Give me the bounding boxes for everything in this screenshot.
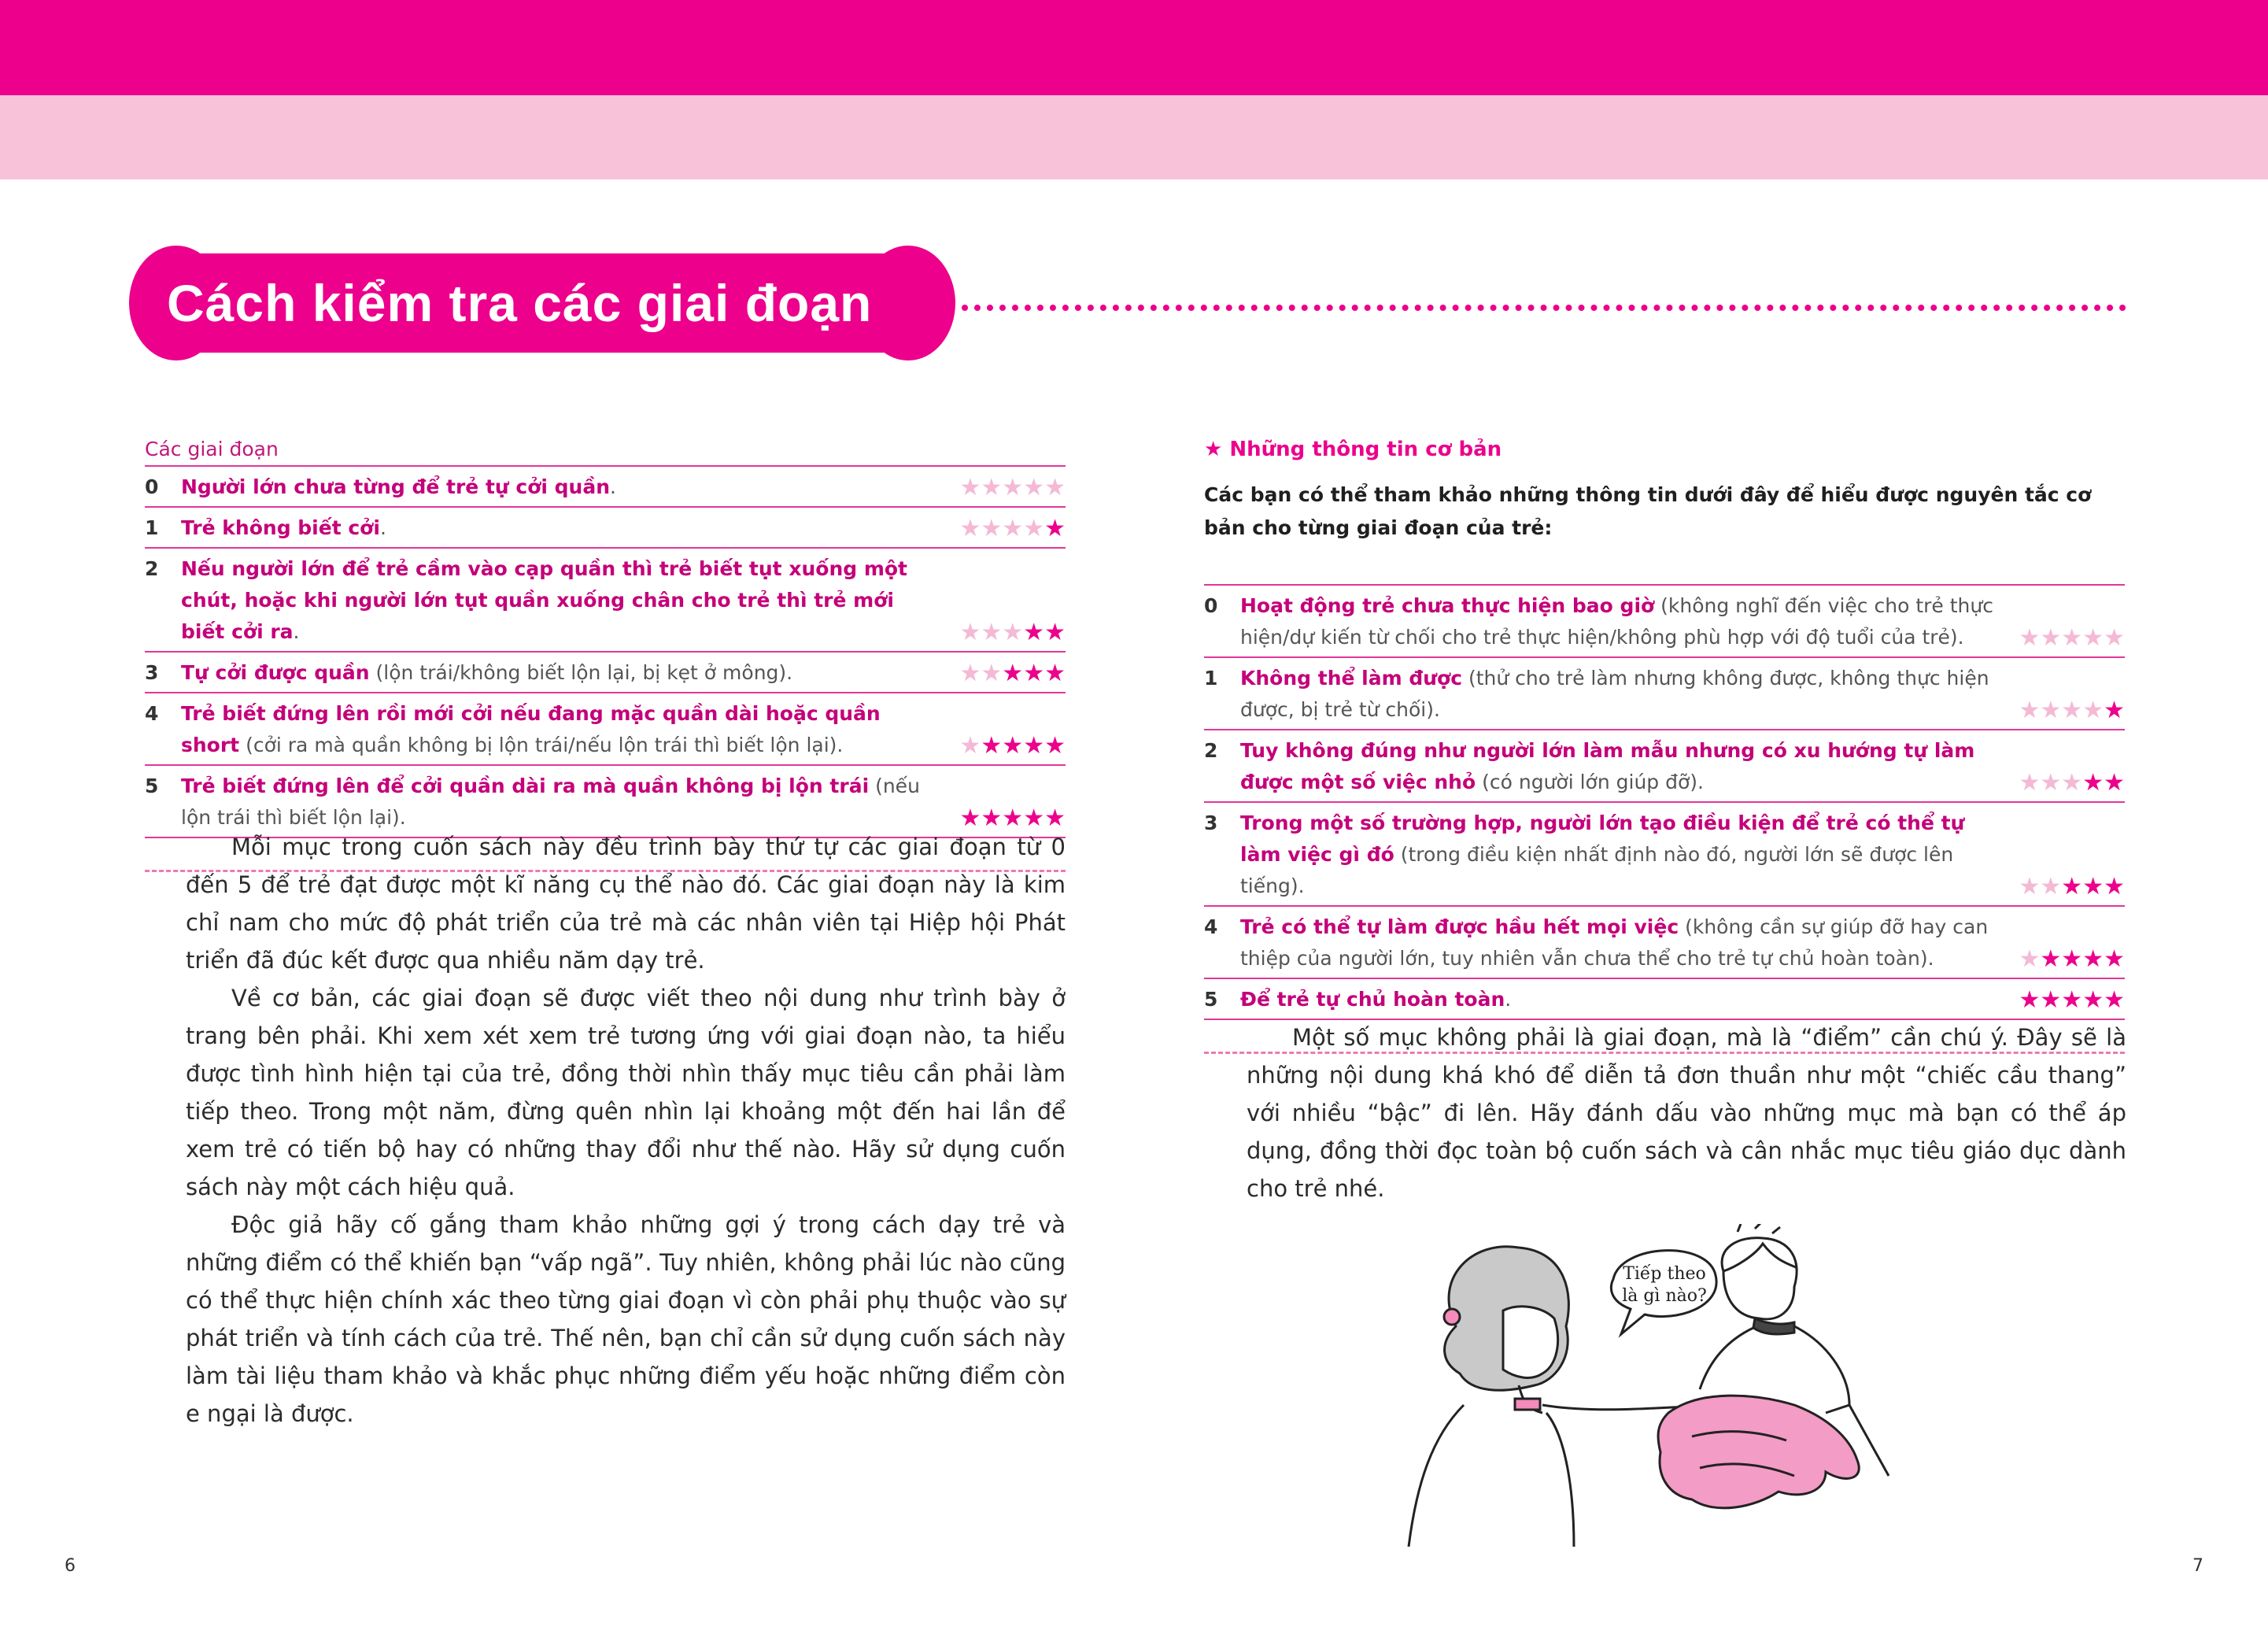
star-filled-icon: ★: [1044, 732, 1066, 760]
star-filled-icon: ★: [2104, 873, 2125, 900]
star-filled-icon: ★: [981, 804, 1003, 832]
stage-description-bold: Trong một số trường hợp, người lớn tạo điều kiện để trẻ có thể tự làm việc gì đó: [1240, 812, 1965, 866]
star-empty-icon: ★: [959, 732, 981, 760]
stage-number: 5: [145, 775, 159, 797]
stage-description-bold: Trẻ không biết cởi: [181, 516, 380, 539]
stage-description-bold: Hoạt động trẻ chưa thực hiện bao giờ: [1240, 594, 1655, 617]
stage-row: [145, 506, 1066, 547]
star-filled-icon: ★: [2082, 873, 2104, 900]
star-rating: [959, 475, 1066, 501]
star-empty-icon: ★: [1023, 515, 1045, 542]
star-filled-icon: ★: [2082, 769, 2104, 797]
stage-description: [1240, 808, 2125, 902]
star-empty-icon: ★: [2040, 873, 2062, 900]
star-filled-icon: ★: [1002, 804, 1024, 832]
star-filled-icon: ★: [2104, 945, 2125, 973]
stage-description-bold: Tự cởi được quần: [181, 661, 370, 684]
stage-description-bold: Trẻ biết đứng lên rồi mới cởi nếu đang mặc quần dài hoặc quần short: [181, 702, 881, 756]
star-filled-icon: ★: [2061, 873, 2083, 900]
stage-description-rest: (không cần sự giúp đỡ hay can thiệp của người lớn, tuy nhiên vẫn chưa thể cho trẻ tự chủ hoàn toàn).: [1240, 915, 1989, 970]
stage-row: [1204, 905, 2125, 978]
star-filled-icon: ★: [2082, 986, 2104, 1014]
stage-number: 1: [145, 516, 159, 539]
stage-description: [1240, 590, 2125, 653]
stage-description: [181, 512, 1066, 544]
star-rating: [959, 733, 1066, 760]
star-filled-icon: ★: [1023, 804, 1045, 832]
stage-row: [1204, 801, 2125, 905]
stage-description-bold: Trẻ biết đứng lên để cởi quần dài ra mà quần không bị lộn trái: [181, 775, 870, 797]
star-empty-icon: ★: [959, 474, 981, 501]
stage-row: [1204, 584, 2125, 656]
stage-description: [181, 471, 1066, 503]
star-empty-icon: ★: [1023, 474, 1045, 501]
title-banner: [135, 253, 949, 353]
basic-info-heading: ★ Những thông tin cơ bản: [1204, 438, 1502, 461]
stage-row: [145, 547, 1066, 651]
stage-row: [1204, 729, 2125, 801]
stage-description-rest: (trong điều kiện nhất định nào đó, người lớn sẽ được lên tiếng).: [1240, 843, 1954, 897]
stage-description-bold: Tuy không đúng như người lớn làm mẫu nhưng có xu hướng tự làm được một số việc nhỏ: [1240, 739, 1975, 793]
stage-description: [181, 553, 1066, 648]
stage-number: 5: [1204, 988, 1218, 1011]
stage-row: [145, 651, 1066, 692]
star-empty-icon: ★: [1002, 474, 1024, 501]
star-empty-icon: ★: [981, 619, 1003, 646]
star-empty-icon: ★: [1002, 515, 1024, 542]
stage-table-caption: Các giai đoạn: [145, 438, 279, 460]
star-rating: [959, 516, 1066, 542]
stage-description-rest: (có người lớn giúp đỡ).: [1476, 771, 1704, 793]
star-empty-icon: ★: [2019, 873, 2041, 900]
star-empty-icon: ★: [2104, 624, 2125, 652]
page-title: Cách kiểm tra các giai đoạn: [167, 274, 873, 332]
stage-number: 0: [1204, 594, 1218, 617]
star-empty-icon: ★: [981, 474, 1003, 501]
stage-number: 3: [1204, 812, 1218, 834]
star-filled-icon: ★: [1002, 660, 1024, 687]
stage-rows: [145, 465, 1066, 838]
bubble-line-1: Tiếp theo: [1623, 1264, 1706, 1284]
star-empty-icon: ★: [2019, 769, 2041, 797]
star-rating: [959, 660, 1066, 687]
star-rating: [2019, 946, 2125, 973]
star-filled-icon: ★: [2082, 945, 2104, 973]
header-band: [0, 0, 2268, 95]
stage-description-rest: .: [610, 475, 616, 498]
page-number-left: 6: [65, 1556, 76, 1576]
star-empty-icon: ★: [2061, 769, 2083, 797]
stage-description-rest: (lộn trái/không biết lộn lại, bị kẹt ở mông).: [369, 661, 793, 684]
stage-description-rest: .: [379, 516, 386, 539]
star-filled-icon: ★: [2061, 945, 2083, 973]
stage-description-bold: Để trẻ tự chủ hoàn toàn: [1240, 988, 1505, 1011]
star-empty-icon: ★: [959, 619, 981, 646]
stage-number: 3: [145, 661, 159, 684]
star-filled-icon: ★: [2019, 986, 2041, 1014]
star-empty-icon: ★: [2019, 624, 2041, 652]
mother-figure: [1409, 1247, 1574, 1547]
stage-description-rest: (thử cho trẻ làm nhưng không được, không thực hiện được, bị trẻ từ chối).: [1240, 667, 1989, 721]
star-filled-icon: ★: [1044, 804, 1066, 832]
title-dotted-rule: [962, 305, 2126, 311]
speech-bubble: [1611, 1251, 1716, 1334]
stage-row: [145, 764, 1066, 838]
star-empty-icon: ★: [959, 660, 981, 687]
stage-description-rest: .: [293, 620, 300, 643]
parent-child-illustration: [1385, 1224, 1936, 1547]
star-filled-icon: ★: [2104, 769, 2125, 797]
stage-description-bold: Nếu người lớn để trẻ cầm vào cạp quần thì trẻ biết tụt xuống một chút, hoặc khi người lớn tụt quần xuống chân cho trẻ thì trẻ mới biết cởi ra: [181, 557, 908, 643]
stage-description: [1240, 735, 2125, 798]
bubble-line-2: là gì nào?: [1622, 1286, 1707, 1306]
star-rating: [2019, 625, 2125, 652]
star-rating: [2019, 770, 2125, 797]
stage-description: [1240, 911, 2125, 974]
star-empty-icon: ★: [2040, 769, 2062, 797]
header-subband: [0, 95, 2268, 179]
stage-number: 2: [1204, 739, 1218, 762]
star-filled-icon: ★: [2061, 986, 2083, 1014]
star-empty-icon: ★: [959, 515, 981, 542]
star-filled-icon: ★: [1044, 660, 1066, 687]
star-filled-icon: ★: [2040, 986, 2062, 1014]
star-empty-icon: ★: [2082, 624, 2104, 652]
star-empty-icon: ★: [1002, 619, 1024, 646]
star-rating: [959, 619, 1066, 646]
star-rating: [2019, 987, 2125, 1014]
stage-row: [1204, 656, 2125, 729]
star-filled-icon: ★: [1023, 619, 1045, 646]
star-empty-icon: ★: [2019, 697, 2041, 724]
star-empty-icon: ★: [2061, 624, 2083, 652]
stage-number: 2: [145, 557, 159, 580]
stage-description-rest: (nếu lộn trái thì biết lộn lại).: [181, 775, 920, 829]
stage-description-bold: Người lớn chưa từng để trẻ tự cởi quần: [181, 475, 611, 498]
star-rating: [2019, 874, 2125, 900]
star-filled-icon: ★: [2040, 945, 2062, 973]
stage-number: 4: [145, 702, 159, 725]
stage-number: 1: [1204, 667, 1218, 690]
stage-description-rest: (không nghĩ đến việc cho trẻ thực hiện/dự kiến từ chối cho trẻ thực hiện/không phù hợp với độ tuổi của trẻ).: [1240, 594, 1993, 649]
stage-description-bold: Không thể làm được: [1240, 667, 1463, 690]
stage-row: [145, 465, 1066, 506]
star-rating: [2019, 697, 2125, 724]
star-filled-icon: ★: [1023, 732, 1045, 760]
star-filled-icon: ★: [2104, 697, 2125, 724]
body-paragraph: Về cơ bản, các giai đoạn sẽ được viết theo nội dung như trình bày ở trang bên phải. Khi xem xét xem trẻ tương ứng với giai đoạn nào, ta hiểu được tình hình hiện tại của trẻ, đồng thời nhìn thấy mục tiêu cần phải làm tiếp theo. Trong một năm, đừng quên nhìn lại khoảng một đến hai lần để xem trẻ có tiến bộ hay có những thay đổi như thế nào. Hãy sử dụng cuốn sách này một cách hiệu quả.: [186, 985, 1066, 1200]
star-empty-icon: ★: [981, 660, 1003, 687]
star-filled-icon: ★: [1002, 732, 1024, 760]
stage-description-bold: Trẻ có thể tự làm được hầu hết mọi việc: [1240, 915, 1679, 938]
left-stage-table: [145, 438, 1066, 872]
right-stage-table: [1204, 438, 2125, 1054]
star-filled-icon: ★: [1044, 619, 1066, 646]
star-filled-icon: ★: [2104, 986, 2125, 1014]
star-empty-icon: ★: [2019, 945, 2041, 973]
star-filled-icon: ★: [959, 804, 981, 832]
star-empty-icon: ★: [2061, 697, 2083, 724]
right-body-text: [1247, 1019, 2126, 1207]
stage-description-rest: (cởi ra mà quần không bị lộn trái/nếu lộn trái thì biết lộn lại).: [239, 734, 844, 756]
stage-number: 4: [1204, 915, 1218, 938]
star-empty-icon: ★: [2040, 697, 2062, 724]
stage-number: 0: [145, 475, 159, 498]
stage-description: [181, 698, 1066, 761]
star-empty-icon: ★: [1044, 474, 1066, 501]
star-empty-icon: ★: [2082, 697, 2104, 724]
stage-description-rest: .: [1505, 988, 1512, 1011]
stage-description: [1240, 663, 2125, 726]
stage-description: [181, 657, 1066, 689]
stage-row: [1204, 978, 2125, 1020]
left-body-text: [186, 828, 1066, 1433]
star-filled-icon: ★: [981, 732, 1003, 760]
basic-info-intro: Các bạn có thể tham khảo những thông tin dưới đây để hiểu được nguyên tắc cơ bản cho từng giai đoạn của trẻ:: [1204, 483, 2092, 539]
body-paragraph: Một số mục không phải là giai đoạn, mà là “điểm” cần chú ý. Đây sẽ là những nội dung khá khó để diễn tả đơn thuần như một “chiếc cầu thang” với nhiều “bậc” đi lên. Hãy đánh dấu vào những mục mà bạn có thể áp dụng, đồng thời đọc toàn bộ cuốn sách và cân nhắc mục tiêu giáo dục dành cho trẻ nhé.: [1247, 1024, 2126, 1202]
body-paragraph: Mỗi mục trong cuốn sách này đều trình bày thứ tự các giai đoạn từ 0 đến 5 để trẻ đạt được một kĩ năng cụ thể nào đó. Các giai đoạn này là kim chỉ nam cho mức độ phát triển của trẻ mà các nhân viên tại Hiệp hội Phát triển đã đúc kết được qua nhiều năm dạy trẻ.: [186, 834, 1066, 974]
star-filled-icon: ★: [1044, 515, 1066, 542]
stage-description: [1240, 984, 2125, 1015]
stage-description: [181, 771, 1066, 834]
body-paragraph: Độc giả hãy cố gắng tham khảo những gợi ý trong cách dạy trẻ và những điểm có thể khiến bạn “vấp ngã”. Tuy nhiên, không phải lúc nào cũng có thể thực hiện chính xác theo từng giai đoạn vì còn phải phụ thuộc vào sự phát triển và tính cách của trẻ. Thế nên, bạn chỉ cần sử dụng cuốn sách này làm tài liệu tham khảo và khắc phục những điểm yếu hoặc những điểm còn e ngại là được.: [186, 1211, 1066, 1427]
stage-row: [145, 692, 1066, 764]
page-number-right: 7: [2192, 1556, 2203, 1576]
stage-rows: [1204, 584, 2125, 1020]
star-empty-icon: ★: [2040, 624, 2062, 652]
star-filled-icon: ★: [1023, 660, 1045, 687]
star-empty-icon: ★: [981, 515, 1003, 542]
